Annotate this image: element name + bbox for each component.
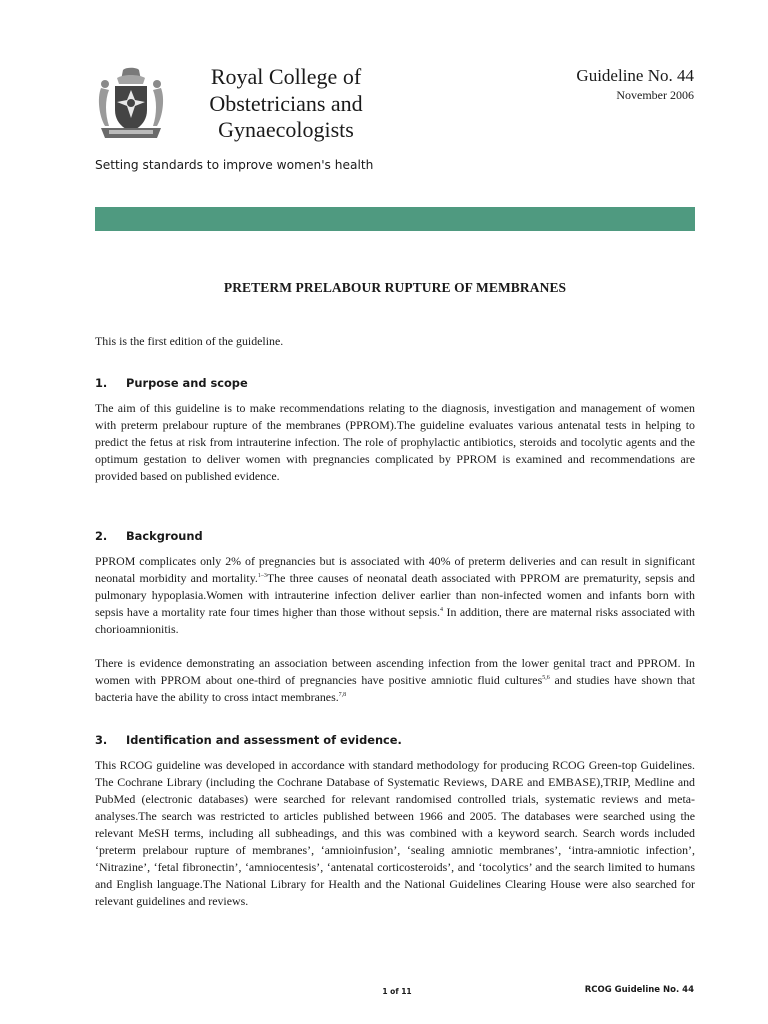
text-run: The three causes of neonatal death associated with PPROM are prematurity, sepsis and pulmonary hypoplasia.Women with intrauterine infection deliver earlier than non-infected women and infants born with sepsis have a mortality rate four times higher than those without sepsis. [95, 571, 696, 619]
text-run: In addition, there are maternal risks associated with chorioamnionitis. [95, 605, 696, 636]
section-heading-evidence [95, 733, 695, 747]
page-number: 1 of 11 [382, 987, 412, 996]
citation: 7,8 [338, 692, 347, 698]
guideline-number: Guideline No. 44 [576, 66, 694, 85]
guideline-date: November 2006 [616, 88, 694, 102]
footer-reference: RCOG Guideline No. 44 [584, 985, 694, 995]
section-number: 3. [95, 733, 108, 747]
paragraph-background-1 [95, 553, 695, 638]
citation: 4 [440, 607, 444, 613]
header-band [95, 207, 695, 231]
paragraph-purpose: The aim of this guideline is to make recommendations relating to the diagnosis, investigation and management of women with preterm prelabour rupture of the membranes (PPROM).The guideline evaluates various antenatal tests in helping to predict the fetus at risk from intrauterine infection. The role of prophylactic antibiotics, steroids and tocolytic agents and the optimum gestation to deliver women with pregnancies complicated by PPROM is examined and recommendations are provided based on published evidence. [95, 401, 695, 483]
section-heading-purpose [95, 376, 695, 390]
text-run: and studies have shown that bacteria have the ability to cross intact membranes. [95, 673, 695, 704]
tagline: Setting standards to improve women's health [95, 158, 374, 172]
section-number: 2. [95, 529, 108, 543]
paragraph-background-2 [95, 655, 695, 706]
paragraph-evidence: This RCOG guideline was developed in accordance with standard methodology for producing RCOG Green-top Guidelines. The Cochrane Library (including the Cochrane Database of Systematic Reviews, DARE and EMBASE),TRIP, Medline and PubMed (electronic databases) were searched for relevant randomised controlled trials, systematic reviews and meta-analyses.The search was restricted to articles published between 1966 and 2005. The databases were searched using the relevant MeSH terms, including all subheadings, and this was combined with a keyword search. Search words included ‘preterm prelabour rupture of membranes’, ‘amnioinfusion’, ‘sealing amniotic membranes’, ‘intra-amniotic infection’, ‘Nitrazine’, ‘fetal fibronectin’, ‘amniocentesis’, ‘antenatal corticosteroids’, and ‘tocolytics’ and the search limited to humans and English language.The National Library for Health and the National Guidelines Clearing House were also searched for relevant guidelines and reviews. [95, 758, 695, 908]
text-run: There is evidence demonstrating an association between ascending infection from the lower genital tract and PPROM. In women with PPROM about one-third of pregnancies have positive amniotic fluid cultures [95, 656, 695, 687]
section-title: Background [126, 529, 203, 543]
citation: 5,6 [542, 675, 550, 681]
section-heading-background [95, 529, 695, 543]
organisation-name [186, 64, 386, 144]
section-title: Purpose and scope [126, 376, 248, 390]
coat-of-arms-icon [95, 66, 167, 140]
section-number: 1. [95, 376, 108, 390]
document-title: PRETERM PRELABOUR RUPTURE OF MEMBRANES [223, 280, 567, 295]
text-run: PPROM complicates only 2% of pregnancies but is associated with 40% of preterm deliveries and can result in significant neonatal morbidity and mortality. [95, 554, 695, 585]
org-name-line-3: Gynaecologists [218, 117, 354, 142]
citation: 1–3 [257, 573, 267, 579]
edition-note: This is the first edition of the guideline. [95, 334, 284, 348]
org-name-line-2: Obstetricians and [209, 90, 363, 116]
section-title: Identification and assessment of evidence. [126, 733, 402, 747]
org-name-line-1: Royal College of [210, 64, 362, 89]
